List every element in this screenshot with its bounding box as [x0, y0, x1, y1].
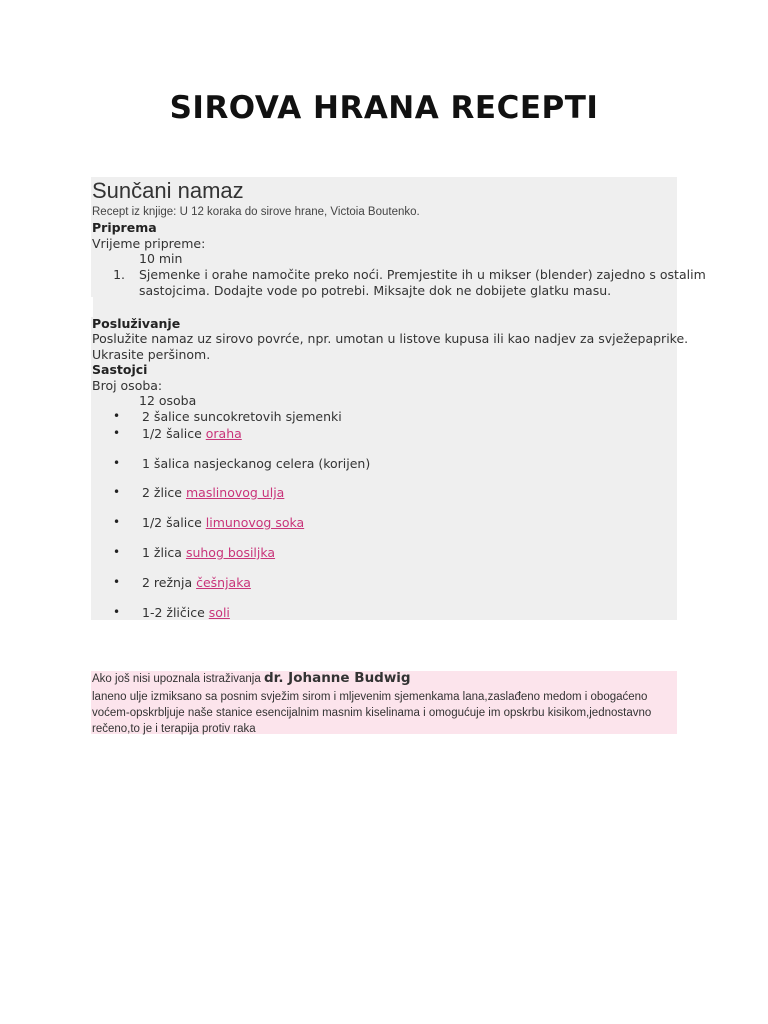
step-text-line-2: sastojcima. Dodajte vode po potrebi. Miksajte dok ne dobijete glatku masu.: [139, 283, 612, 298]
ingredient-link[interactable]: maslinovog ulja: [185, 485, 285, 500]
ingredient-text: 2 šalice suncokretovih sjemenki: [142, 409, 342, 424]
recipe-title: Sunčani namaz: [92, 178, 244, 203]
ingredients-heading: Sastojci: [92, 362, 148, 377]
ingredient-text: 1-2 žličice soli: [142, 605, 230, 620]
ingredient-link[interactable]: suhog bosiljka: [185, 545, 276, 560]
serving-text-line-1: Poslužite namaz uz sirovo povrće, npr. umotan u listove kupusa ili kao nadjev za svježepaprike.: [92, 331, 689, 346]
bullet-icon: •: [113, 515, 121, 529]
card-edge-gap: [91, 297, 93, 317]
ingredient-text: 1/2 šalice limunovog soka: [142, 515, 305, 530]
step-text-line-1: Sjemenke i orahe namočite preko noći. Premjestite ih u mikser (blender) zajedno s ostalim: [139, 267, 706, 282]
bullet-icon: •: [113, 426, 121, 440]
serving-heading: Posluživanje: [92, 316, 181, 331]
bullet-icon: •: [113, 545, 121, 559]
bullet-icon: •: [113, 605, 121, 619]
prep-heading: Priprema: [92, 220, 157, 235]
step-number: 1.: [113, 267, 125, 282]
ingredient-link[interactable]: limunovog soka: [205, 515, 305, 530]
ingredient-link[interactable]: češnjaka: [196, 575, 251, 590]
servings-label: Broj osoba:: [92, 378, 163, 393]
ingredient-text: 1 žlica suhog bosiljka: [142, 545, 276, 560]
recipe-source: Recept iz knjige: U 12 koraka do sirove hrane, Victoia Boutenko.: [92, 206, 420, 218]
ingredient-text: 1/2 šalice oraha: [142, 426, 242, 441]
ingredient-link[interactable]: soli: [208, 605, 230, 620]
note-author-name: dr. Johanne Budwig: [263, 670, 411, 686]
bullet-icon: •: [113, 575, 121, 589]
servings-value: 12 osoba: [139, 393, 197, 408]
page-title: SIROVA HRANA RECEPTI: [169, 90, 599, 126]
ingredient-text: 1 šalica nasjeckanog celera (korijen): [142, 456, 371, 471]
bullet-icon: •: [113, 456, 121, 470]
note-line-1: laneno ulje izmiksano sa posnim svježim sirom i mljevenim sjemenkama lana,zaslađeno medom i obogaćeno: [92, 691, 648, 703]
bullet-icon: •: [113, 485, 121, 499]
ingredient-link[interactable]: oraha: [205, 426, 242, 441]
prep-time-value: 10 min: [139, 251, 183, 266]
ingredient-text: 2 žlice maslinovog ulja: [142, 485, 285, 500]
prep-time-label: Vrijeme pripreme:: [92, 236, 206, 251]
note-intro: Ako još nisi upoznala istraživanja dr. Johanne Budwig: [92, 670, 411, 686]
note-line-3: rečeno,to je i terapija protiv raka: [92, 723, 256, 735]
ingredient-text: 2 režnja češnjaka: [142, 575, 251, 590]
serving-text-line-2: Ukrasite peršinom.: [92, 347, 211, 362]
bullet-icon: •: [113, 409, 121, 423]
note-body: [92, 689, 676, 737]
note-line-2: voćem-opskrbljuje naše stanice esencijalnim masnim kiselinama i omogućuje im opskrbu kisikom,jednostavno: [92, 707, 652, 719]
